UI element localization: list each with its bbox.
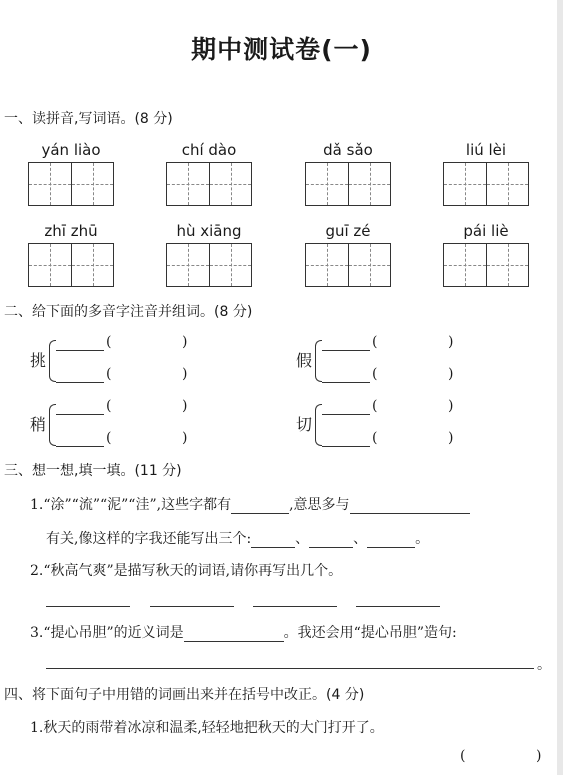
grid-cell[interactable] [348, 244, 390, 286]
word-blank[interactable] [56, 350, 104, 351]
q3-2-answer-line[interactable] [46, 606, 130, 607]
brace [49, 404, 56, 446]
question-3-2: 2.“秋高气爽”是描写秋天的词语,请你再写出几个。 [30, 563, 343, 579]
q3-3-end: 。 [537, 657, 551, 673]
grid-cell[interactable] [71, 244, 113, 286]
tian-zi-grid[interactable] [28, 243, 114, 287]
q4-1-paren-open: ( [460, 748, 466, 764]
word-blank[interactable] [322, 382, 370, 383]
q3-1-separator: 、 [353, 531, 368, 547]
pinyin-label: dǎ sǎo [323, 141, 373, 159]
pinyin-paren-open: ( [372, 430, 378, 446]
q3-3-blank-1[interactable] [184, 641, 284, 642]
q3-1-text-c: 有关,像这样的字我还能写出三个: [46, 531, 252, 547]
question-3-1-line-2 [46, 528, 429, 548]
grid-cell[interactable] [444, 163, 486, 205]
word-blank[interactable] [322, 350, 370, 351]
page-title: 期中测试卷(一) [191, 35, 372, 64]
q3-1-text-b: ,意思多与 [289, 497, 350, 513]
grid-cell[interactable] [306, 244, 348, 286]
word-blank[interactable] [56, 414, 104, 415]
pinyin-paren-open: ( [372, 334, 378, 350]
pinyin-paren-close: ) [182, 430, 188, 446]
pinyin-paren-close: ) [182, 398, 188, 414]
q3-1-end: 。 [415, 531, 430, 547]
word-blank[interactable] [56, 446, 104, 447]
section-3-heading: 三、想一想,填一填。(11 分) [4, 463, 182, 479]
q3-1-blank-2[interactable] [350, 513, 470, 514]
q3-1-blank-5[interactable] [367, 547, 415, 548]
q3-3-text-a: 3.“提心吊胆”的近义词是 [30, 625, 184, 641]
page-edge-shadow [557, 0, 563, 775]
polyphone-char: 假 [296, 351, 313, 370]
grid-cell[interactable] [167, 244, 209, 286]
grid-cell[interactable] [71, 163, 113, 205]
q3-1-blank-1[interactable] [231, 513, 289, 514]
grid-cell[interactable] [167, 163, 209, 205]
brace [315, 404, 322, 446]
pinyin-label: yán liào [41, 141, 101, 159]
pinyin-paren-open: ( [106, 398, 112, 414]
grid-cell[interactable] [209, 244, 251, 286]
tian-zi-grid[interactable] [166, 243, 252, 287]
grid-cell[interactable] [444, 244, 486, 286]
polyphone-char: 切 [296, 415, 313, 434]
tian-zi-grid[interactable] [305, 162, 391, 206]
q3-2-answer-line[interactable] [253, 606, 337, 607]
pinyin-paren-close: ) [182, 366, 188, 382]
section-4-heading: 四、将下面句子中用错的词画出来并在括号中改正。(4 分) [4, 687, 365, 703]
tian-zi-grid[interactable] [443, 162, 529, 206]
grid-cell[interactable] [29, 163, 71, 205]
tian-zi-grid[interactable] [443, 243, 529, 287]
grid-cell[interactable] [486, 163, 528, 205]
section-2-heading: 二、给下面的多音字注音并组词。(8 分) [4, 304, 253, 320]
pinyin-paren-open: ( [372, 366, 378, 382]
word-blank[interactable] [56, 382, 104, 383]
q4-1-paren-close: ) [536, 748, 542, 764]
question-4-1: 1.秋天的雨带着冰凉和温柔,轻轻地把秋天的大门打开了。 [30, 720, 384, 736]
q3-1-blank-4[interactable] [309, 547, 353, 548]
pinyin-label: hù xiāng [176, 222, 242, 240]
grid-cell[interactable] [29, 244, 71, 286]
word-blank[interactable] [322, 446, 370, 447]
section-1-heading: 一、读拼音,写词语。(8 分) [4, 111, 173, 127]
pinyin-label: guī zé [325, 222, 371, 240]
pinyin-paren-close: ) [182, 334, 188, 350]
word-blank[interactable] [322, 414, 370, 415]
tian-zi-grid[interactable] [305, 243, 391, 287]
tian-zi-grid[interactable] [28, 162, 114, 206]
q3-3-text-b: 。我还会用“提心吊胆”造句: [283, 625, 457, 641]
pinyin-paren-open: ( [106, 334, 112, 350]
tian-zi-grid[interactable] [166, 162, 252, 206]
pinyin-label: liú lèi [465, 141, 507, 159]
pinyin-paren-open: ( [106, 430, 112, 446]
brace [49, 340, 56, 382]
pinyin-paren-close: ) [448, 334, 454, 350]
q3-1-blank-3[interactable] [251, 547, 295, 548]
question-3-3 [30, 622, 457, 642]
polyphone-char: 稍 [30, 415, 47, 434]
q3-1-text-a: 1.“涂”“流”“泥”“洼”,这些字都有 [30, 497, 232, 513]
pinyin-paren-open: ( [106, 366, 112, 382]
grid-cell[interactable] [306, 163, 348, 205]
q3-1-separator: 、 [295, 531, 310, 547]
pinyin-paren-open: ( [372, 398, 378, 414]
q3-2-answer-line[interactable] [356, 606, 440, 607]
grid-cell[interactable] [348, 163, 390, 205]
polyphone-char: 挑 [30, 351, 47, 370]
pinyin-label: chí dào [181, 141, 237, 159]
q3-2-answer-line[interactable] [150, 606, 234, 607]
pinyin-paren-close: ) [448, 398, 454, 414]
brace [315, 340, 322, 382]
grid-cell[interactable] [209, 163, 251, 205]
pinyin-label: pái liè [463, 222, 509, 240]
pinyin-paren-close: ) [448, 366, 454, 382]
question-3-1-line-1 [30, 494, 470, 514]
pinyin-paren-close: ) [448, 430, 454, 446]
pinyin-label: zhī zhū [44, 222, 98, 240]
q3-3-sentence-line[interactable] [46, 668, 534, 669]
grid-cell[interactable] [486, 244, 528, 286]
